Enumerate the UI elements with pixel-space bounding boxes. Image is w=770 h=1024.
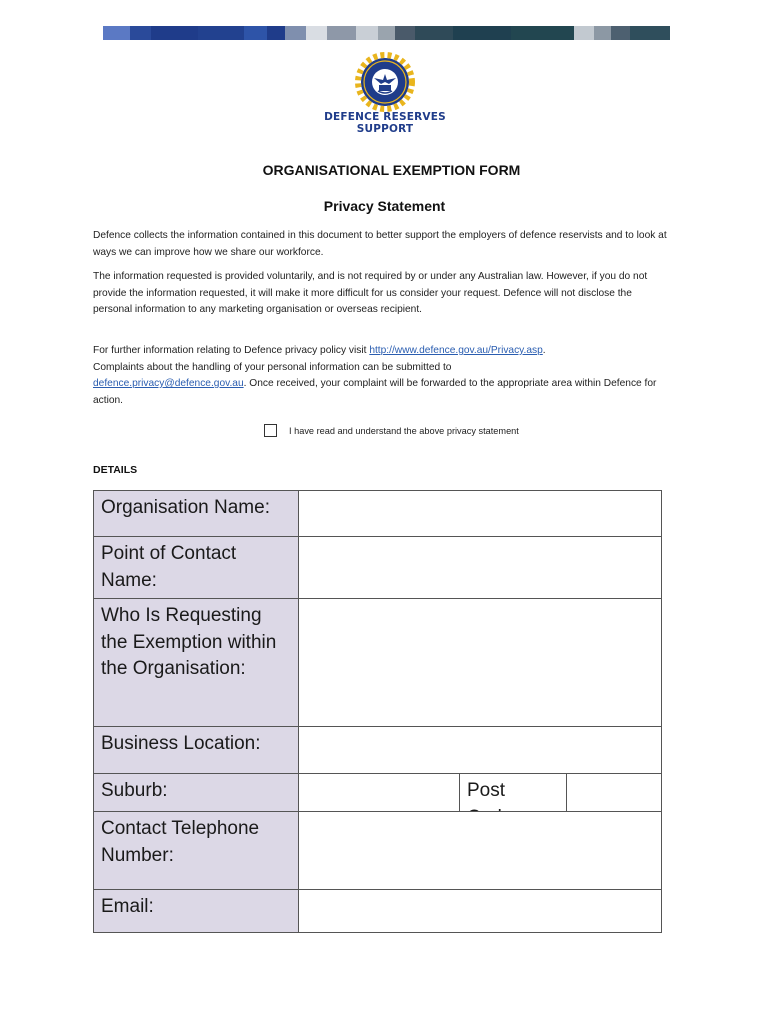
logo-text: DEFENCE RESERVES SUPPORT (324, 111, 446, 135)
privacy-paragraph-3 (93, 343, 668, 409)
email-label: Email: (93, 889, 299, 933)
band-segment (511, 26, 574, 40)
privacy-text: . (542, 345, 546, 356)
suburb-input[interactable] (298, 773, 460, 812)
band-segment (198, 26, 244, 40)
privacy-text: . Once received, your complaint will be forwarded to the appropriate area within Defence for action. (93, 378, 657, 406)
band-segment (285, 26, 306, 40)
privacy-email-link[interactable]: defence.privacy@defence.gov.au (93, 378, 244, 389)
org-name-label: Organisation Name: (93, 490, 299, 537)
privacy-policy-link[interactable]: http://www.defence.gov.au/Privacy.asp (369, 345, 543, 356)
band-segment (395, 26, 414, 40)
privacy-acknowledgement (264, 424, 519, 437)
business-location-input[interactable] (298, 726, 662, 774)
privacy-paragraph-2: The information requested is provided voluntarily, and is not required by or under any Australian law. However, if you do not provide the information requested, it will make it more difficult for us consider your request. Defence will not disclose the personal information to any marketing organisation or overseas recipient. (93, 271, 648, 315)
band-segment (630, 26, 670, 40)
header-color-band (103, 26, 670, 40)
telephone-input[interactable] (298, 811, 662, 890)
band-segment (611, 26, 630, 40)
band-segment (103, 26, 130, 40)
band-segment (594, 26, 611, 40)
telephone-label: Contact Telephone Number: (93, 811, 299, 890)
email-input[interactable] (298, 889, 662, 933)
band-segment (356, 26, 377, 40)
band-segment (306, 26, 327, 40)
acknowledge-checkbox[interactable] (264, 424, 277, 437)
suburb-label: Suburb: (93, 773, 299, 812)
band-segment (327, 26, 356, 40)
acknowledge-label: I have read and understand the above privacy statement (289, 425, 519, 436)
band-segment (267, 26, 284, 40)
privacy-paragraph-1: Defence collects the information contained in this document to better support the employers of defence reservists and to look at ways we can improve how we share our workforce. (93, 230, 667, 258)
post-code-input[interactable] (566, 773, 662, 812)
band-segment (574, 26, 593, 40)
org-name-input[interactable] (298, 490, 662, 537)
post-code-label: Post (459, 773, 567, 812)
band-segment (130, 26, 151, 40)
poc-name-label: Point of Contact Name: (93, 536, 299, 599)
business-location-label: Business Location: (93, 726, 299, 774)
privacy-text: Complaints about the handling of your personal information can be submitted to (93, 361, 452, 373)
page-title: ORGANISATIONAL EXEMPTION FORM (262, 162, 521, 178)
band-segment (244, 26, 267, 40)
band-segment (453, 26, 511, 40)
privacy-text: For further information relating to Defence privacy policy visit (93, 345, 370, 356)
band-segment (415, 26, 454, 40)
poc-name-input[interactable] (298, 536, 662, 599)
details-form-table (93, 490, 662, 933)
band-segment (378, 26, 395, 40)
band-segment (151, 26, 197, 40)
section-title: Privacy Statement (323, 198, 446, 214)
details-heading: DETAILS (93, 464, 138, 476)
requester-input[interactable] (298, 598, 662, 727)
requester-label: Who Is Requesting the Exemption within the Organisation: (93, 598, 299, 727)
